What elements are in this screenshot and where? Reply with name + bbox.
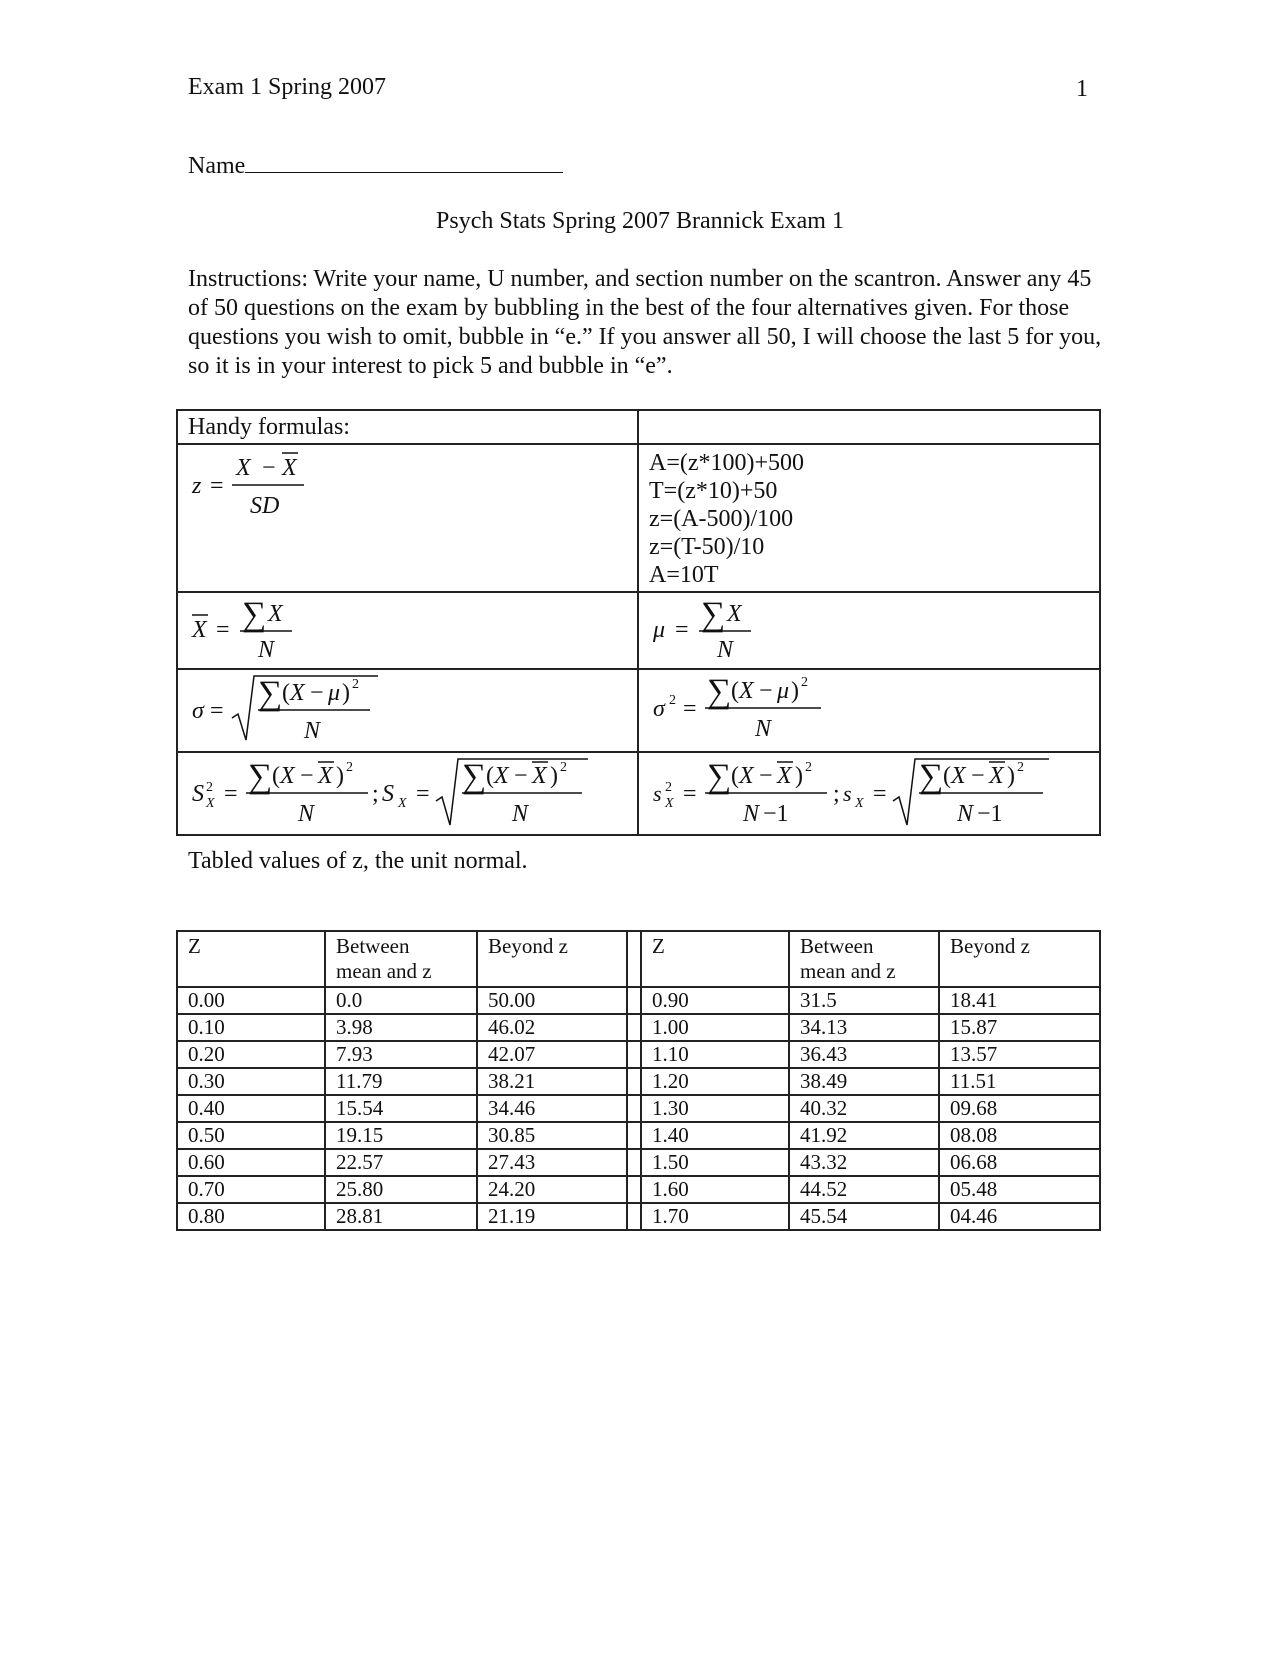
pop-var-cell — [638, 669, 1100, 752]
cell: 1.50 — [641, 1149, 789, 1176]
cell: 27.43 — [477, 1149, 627, 1176]
svg-text:2: 2 — [669, 693, 676, 708]
header-beyond: Beyond z — [477, 931, 627, 987]
spacer-cell — [627, 1203, 641, 1230]
svg-text:∑: ∑ — [701, 596, 726, 633]
cell: 30.85 — [477, 1122, 627, 1149]
spacer-cell — [627, 1041, 641, 1068]
page-number: 1 — [1076, 76, 1088, 102]
svg-text:X: X — [282, 455, 297, 481]
svg-text:2: 2 — [206, 780, 213, 795]
svg-text:SD: SD — [250, 493, 280, 519]
formulas-empty-cell — [638, 410, 1100, 444]
cell: 50.00 — [477, 987, 627, 1014]
svg-text:2: 2 — [801, 675, 808, 690]
svg-text:X: X — [290, 680, 305, 706]
cell: 0.60 — [177, 1149, 325, 1176]
pop-mean-formula — [639, 593, 839, 663]
svg-text:s: s — [653, 781, 662, 806]
svg-text:X: X — [855, 796, 864, 811]
svg-text:(: ( — [943, 763, 951, 789]
conversion-z-from-a: z=(A-500)/100 — [649, 506, 794, 532]
cell: 1.10 — [641, 1041, 789, 1068]
cell: 38.49 — [789, 1068, 939, 1095]
table-row — [177, 1203, 1100, 1230]
cell: 0.90 — [641, 987, 789, 1014]
sample-mean-cell — [177, 592, 638, 669]
cell: 1.70 — [641, 1203, 789, 1230]
svg-text:μ: μ — [653, 617, 666, 643]
svg-text:N: N — [743, 801, 760, 827]
svg-text:−: − — [514, 763, 528, 789]
svg-text:σ: σ — [653, 696, 665, 722]
cell: 40.32 — [789, 1095, 939, 1122]
cell: 0.80 — [177, 1203, 325, 1230]
cell: 04.46 — [939, 1203, 1100, 1230]
svg-text:=: = — [683, 696, 697, 722]
table-row — [177, 1041, 1100, 1068]
name-field — [188, 150, 563, 180]
svg-text:σ: σ — [192, 698, 204, 724]
formulas-heading: Handy formulas: — [188, 414, 350, 440]
svg-text:=: = — [675, 617, 689, 643]
cell: 41.92 — [789, 1122, 939, 1149]
svg-text:X: X — [192, 617, 207, 643]
cell: 25.80 — [325, 1176, 477, 1203]
cell: 46.02 — [477, 1014, 627, 1041]
svg-text:s: s — [843, 781, 852, 806]
name-blank-line — [245, 150, 563, 173]
cell: 34.13 — [789, 1014, 939, 1041]
cell: 36.43 — [789, 1041, 939, 1068]
table-row — [177, 1122, 1100, 1149]
svg-text:X: X — [398, 796, 407, 811]
svg-text:=: = — [210, 473, 224, 499]
sample-var-n1-formula — [639, 753, 1099, 829]
svg-text:∑: ∑ — [242, 596, 267, 633]
header-between-2: Between mean and z — [789, 931, 939, 987]
cell: 13.57 — [939, 1041, 1100, 1068]
svg-text:=: = — [683, 781, 697, 807]
cell: 0.00 — [177, 987, 325, 1014]
conversion-z-from-t: z=(T-50)/10 — [649, 534, 765, 560]
svg-text:=: = — [873, 781, 887, 807]
svg-text:=: = — [416, 781, 430, 807]
svg-text:−1: −1 — [763, 801, 789, 827]
cell: 0.50 — [177, 1122, 325, 1149]
cell: 0.0 — [325, 987, 477, 1014]
svg-text:): ) — [795, 763, 803, 789]
svg-text:−: − — [300, 763, 314, 789]
svg-text:X: X — [280, 763, 295, 789]
svg-text:N: N — [258, 637, 275, 663]
svg-text:−: − — [971, 763, 985, 789]
svg-text:X: X — [532, 763, 547, 789]
svg-text:X: X — [268, 601, 283, 627]
spacer-cell — [627, 1149, 641, 1176]
table-row — [177, 1014, 1100, 1041]
svg-text:(: ( — [731, 763, 739, 789]
header-beyond-2: Beyond z — [939, 931, 1100, 987]
svg-text:X: X — [318, 763, 333, 789]
table-row — [177, 1176, 1100, 1203]
svg-text:∑: ∑ — [258, 675, 283, 712]
sample-var-n-formula — [178, 753, 634, 829]
cell: 09.68 — [939, 1095, 1100, 1122]
spacer-cell — [627, 1176, 641, 1203]
svg-text:X: X — [739, 763, 754, 789]
svg-text:μ: μ — [328, 680, 341, 706]
cell: 0.10 — [177, 1014, 325, 1041]
svg-text:X: X — [777, 763, 792, 789]
instructions-paragraph: Instructions: Write your name, U number, and section number on the scantron. Answer any 45 of 50 questions on the exam by bubbling in the best of the four alternatives given. For those questions you wish to omit, bubble in “e.” If you answer all 50, I will choose the last 5 for you, so it is in your interest to pick 5 and bubble in “e”. — [188, 266, 1102, 379]
svg-text:(: ( — [272, 763, 280, 789]
svg-text:2: 2 — [346, 760, 353, 775]
svg-text:): ) — [791, 678, 799, 704]
svg-text:∑: ∑ — [707, 758, 732, 795]
svg-text:): ) — [342, 680, 350, 706]
cell: 31.5 — [789, 987, 939, 1014]
cell: 42.07 — [477, 1041, 627, 1068]
cell: 11.51 — [939, 1068, 1100, 1095]
table-row — [177, 1149, 1100, 1176]
cell: 28.81 — [325, 1203, 477, 1230]
cell: 3.98 — [325, 1014, 477, 1041]
cell: 06.68 — [939, 1149, 1100, 1176]
conversion-a-from-z: A=(z*100)+500 — [649, 450, 805, 476]
cell: 0.20 — [177, 1041, 325, 1068]
cell: 15.54 — [325, 1095, 477, 1122]
svg-text:N: N — [298, 801, 315, 827]
table-header-row — [177, 931, 1100, 987]
cell: 15.87 — [939, 1014, 1100, 1041]
svg-text:∑: ∑ — [707, 673, 732, 710]
svg-text:X: X — [665, 796, 674, 811]
svg-text:;: ; — [372, 781, 379, 807]
sample-var-n1-cell — [638, 752, 1100, 835]
svg-text:X: X — [989, 763, 1004, 789]
svg-text:∑: ∑ — [919, 758, 944, 795]
svg-text:−: − — [759, 763, 773, 789]
svg-text:(: ( — [731, 678, 739, 704]
z-formula — [178, 445, 378, 525]
svg-text:2: 2 — [805, 760, 812, 775]
spacer-cell — [627, 1014, 641, 1041]
cell: 18.41 — [939, 987, 1100, 1014]
cell: 0.40 — [177, 1095, 325, 1122]
cell: 1.20 — [641, 1068, 789, 1095]
spacer-cell — [627, 987, 641, 1014]
ztable-caption: Tabled values of z, the unit normal. — [188, 848, 528, 874]
svg-text:−: − — [759, 678, 773, 704]
cell: 44.52 — [789, 1176, 939, 1203]
pop-sd-formula — [178, 670, 418, 746]
page-title: Psych Stats Spring 2007 Brannick Exam 1 — [436, 208, 844, 234]
pop-var-formula — [639, 670, 859, 746]
cell: 08.08 — [939, 1122, 1100, 1149]
sample-mean-formula — [178, 593, 378, 663]
svg-text:z: z — [192, 473, 202, 499]
svg-text:X: X — [727, 601, 742, 627]
svg-text:∑: ∑ — [248, 758, 273, 795]
svg-text:X: X — [206, 796, 215, 811]
cell: 1.40 — [641, 1122, 789, 1149]
cell: 34.46 — [477, 1095, 627, 1122]
svg-text:S: S — [382, 781, 394, 807]
svg-text:=: = — [216, 617, 230, 643]
cell: 43.32 — [789, 1149, 939, 1176]
svg-text:μ: μ — [777, 678, 790, 704]
pop-mean-cell — [638, 592, 1100, 669]
svg-text:(: ( — [282, 680, 290, 706]
svg-text:2: 2 — [560, 760, 567, 775]
svg-text:2: 2 — [1017, 760, 1024, 775]
conversion-t-from-z: T=(z*10)+50 — [649, 478, 778, 504]
table-row — [177, 1095, 1100, 1122]
cell: 19.15 — [325, 1122, 477, 1149]
pop-sd-cell — [177, 669, 638, 752]
table-row — [177, 987, 1100, 1014]
spacer-cell — [627, 1095, 641, 1122]
z-formula-cell — [177, 444, 638, 592]
svg-text:X: X — [739, 678, 754, 704]
svg-text:−: − — [262, 455, 276, 481]
cell: 38.21 — [477, 1068, 627, 1095]
spacer-cell — [627, 1068, 641, 1095]
formulas-heading-cell — [177, 410, 638, 444]
table-row — [177, 1068, 1100, 1095]
name-label: Name — [188, 153, 246, 179]
header-z: Z — [177, 931, 325, 987]
svg-text:2: 2 — [665, 780, 672, 795]
svg-text:N: N — [717, 637, 734, 663]
conversion-a-from-t: A=10T — [649, 562, 719, 588]
cell: 21.19 — [477, 1203, 627, 1230]
svg-text:N: N — [755, 716, 772, 742]
cell: 0.70 — [177, 1176, 325, 1203]
svg-text:=: = — [210, 698, 224, 724]
svg-text:X: X — [951, 763, 966, 789]
cell: 7.93 — [325, 1041, 477, 1068]
svg-text:): ) — [550, 763, 558, 789]
cell: 05.48 — [939, 1176, 1100, 1203]
svg-text:X: X — [494, 763, 509, 789]
formulas-table — [176, 409, 1101, 836]
header-z-2: Z — [641, 931, 789, 987]
svg-text:): ) — [336, 763, 344, 789]
svg-text:(: ( — [486, 763, 494, 789]
cell: 24.20 — [477, 1176, 627, 1203]
cell: 11.79 — [325, 1068, 477, 1095]
cell: 0.30 — [177, 1068, 325, 1095]
cell: 1.60 — [641, 1176, 789, 1203]
svg-text:S: S — [192, 781, 204, 807]
conversion-formulas-cell — [638, 444, 1100, 592]
header-title: Exam 1 Spring 2007 — [188, 74, 386, 100]
cell: 1.30 — [641, 1095, 789, 1122]
svg-text:−: − — [310, 680, 324, 706]
cell: 45.54 — [789, 1203, 939, 1230]
spacer-column — [627, 931, 641, 987]
svg-text:N: N — [304, 718, 321, 744]
unit-normal-table — [176, 930, 1101, 1231]
cell: 1.00 — [641, 1014, 789, 1041]
svg-text:N: N — [512, 801, 529, 827]
spacer-cell — [627, 1122, 641, 1149]
svg-text:N: N — [957, 801, 974, 827]
svg-text:;: ; — [833, 781, 840, 807]
svg-text:−1: −1 — [977, 801, 1003, 827]
sample-var-n-cell — [177, 752, 638, 835]
svg-text:2: 2 — [352, 677, 359, 692]
svg-text:=: = — [224, 781, 238, 807]
cell: 22.57 — [325, 1149, 477, 1176]
svg-text:∑: ∑ — [462, 758, 487, 795]
svg-text:X: X — [236, 455, 251, 481]
svg-text:): ) — [1007, 763, 1015, 789]
header-between: Between mean and z — [325, 931, 477, 987]
